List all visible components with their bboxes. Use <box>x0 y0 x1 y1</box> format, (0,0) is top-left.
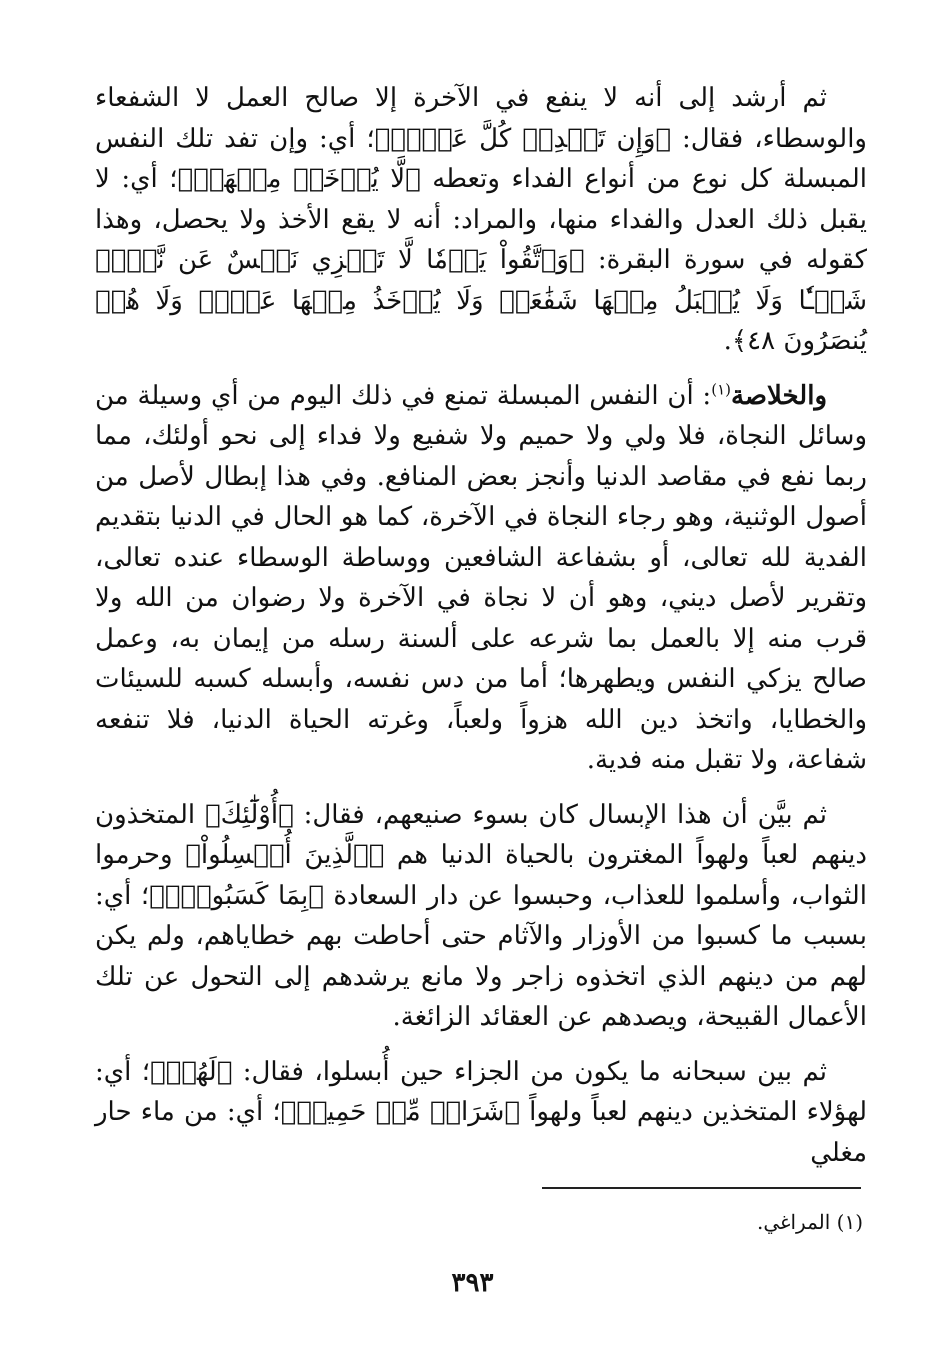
footnote-reference: (١) <box>711 379 731 398</box>
page-number: ٣٩٣ <box>451 1268 494 1298</box>
paragraph-4: ثم بين سبحانه ما يكون من الجزاء حين أُبسلوا، فقال: ﴿لَهُمۡ﴾؛ أي: لهؤلاء المتخذين دينهم لعباً ولهواً ﴿شَرَابٞ مِّنۡ حَمِيمٖ﴾؛ أي: من ماء حار مغلي <box>95 1056 867 1168</box>
paragraph-1: ثم أرشد إلى أنه لا ينفع في الآخرة إلا صالح العمل لا الشفعاء والوسطاء، فقال: ﴿وَإِن تَعۡدِلۡ كُلَّ عَدۡلٖ﴾؛ أي: وإن تفد تلك النفس المبسلة كل نوع من أنواع الفداء وتعطه ﴿لَّا يُؤۡخَذۡ مِنۡهَآۗ﴾؛ أي: لا يقبل ذلك العدل والفداء منها، والمراد: أنه لا يقع الأخذ ولا يحصل، وهذا كقوله في سورة البقرة: ﴿وَٱتَّقُواْ يَوۡمٗا لَّا تَجۡزِي نَفۡسٌ عَن نَّفۡسٖ شَيۡـٔٗا وَلَا يُقۡبَلُ مِنۡهَا شَفَٰعَةٞ وَلَا يُؤۡخَذُ مِنۡهَا عَدۡلٞ وَلَا هُمۡ يُنصَرُونَ ٤٨﴾. <box>95 83 867 356</box>
footnote: (١) المراغي. <box>756 1210 863 1234</box>
paragraph-3: ثم بيَّن أن هذا الإبسال كان بسوء صنيعهم، فقال: ﴿أُوْلَٰٓئِكَ﴾ المتخذون دينهم لعباً ولهواً المغترون بالحياة الدنيا هم ﴿ٱلَّذِينَ أُبۡسِلُواْ﴾ وحرموا الثواب، وأسلموا للعذاب، وحبسوا عن دار السعادة ﴿بِمَا كَسَبُواْۖ﴾؛ أي: بسبب ما كسبوا من الأوزار والآثام حتى أحاطت بهم خطاياهم، ولم يكن لهم من دينهم الذي اتخذوه زاجر ولا مانع يرشدهم إلى التحول عن تلك الأعمال القبيحة، ويصدهم عن العقائد الزائغة. <box>95 799 867 1032</box>
paragraph-2 <box>95 376 867 781</box>
page-body <box>95 78 867 1173</box>
summary-heading: والخلاصة <box>730 380 827 411</box>
paragraph-2-text: : أن النفس المبسلة تمنع في ذلك اليوم من أي وسيلة من وسائل النجاة، فلا ولي ولا حميم ولا شفيع ولا فداء إلى نحو أولئك، مما ربما نفع في مقاصد الدنيا وأنجز بعض المنافع. وفي هذا إبطال لأصل من أصول الوثنية، وهو رجاء النجاة في الآخرة، كما هو الحال في الدنيا بتقديم الفدية لله تعالى، أو بشفاعة الشافعين ووساطة الوسطاء عنده تعالى، وتقرير لأصل ديني، وهو أن لا نجاة في الآخرة ولا رضوان من الله ولا قرب منه إلا بالعمل بما شرعه على ألسنة رسله من إيمان به، وعمل صالح يزكي النفس ويطهرها؛ أما من دس نفسه، وأبسله كسبه للسيئات والخطايا، واتخذ دين الله هزواً ولعباً، وغرته الحياة الدنيا، فلا تنفعه شفاعة، ولا تقبل منه فدية. <box>95 380 868 775</box>
footnote-divider <box>542 1187 861 1189</box>
